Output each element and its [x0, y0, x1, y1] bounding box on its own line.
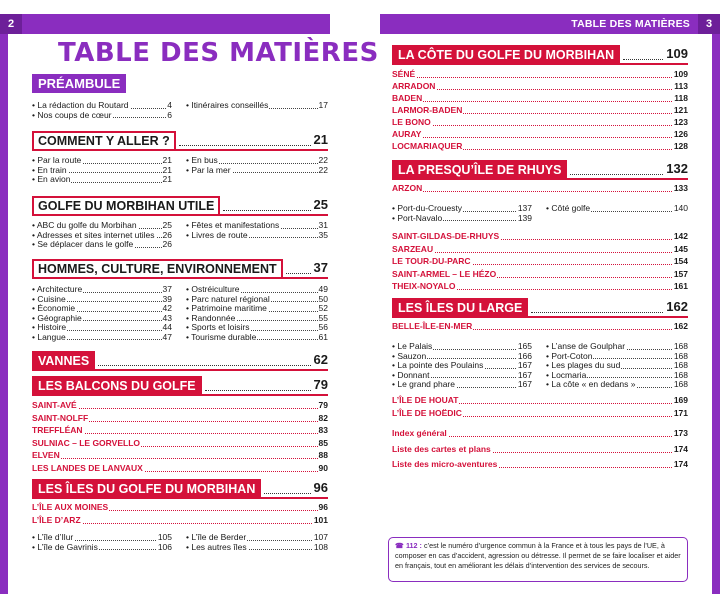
section-label: HOMMES, CULTURE, ENVIRONNEMENT — [32, 259, 283, 279]
leader-dots — [32, 458, 328, 459]
item-label: • La rédaction du Routard — [32, 101, 129, 110]
section-label: GOLFE DU MORBIHAN UTILE — [32, 196, 220, 216]
item-label: • Port-du-Crouesty — [392, 204, 463, 213]
entry-label: LES LANDES DE LANVAUX — [32, 462, 143, 473]
entry-page: 174 — [673, 459, 688, 469]
item-page: 106 — [157, 542, 172, 552]
item-label: • Fêtes et manifestations — [186, 221, 280, 230]
item-label: • L’île d’Ilur — [32, 533, 74, 542]
item-label: • L’île de Gavrinis — [32, 542, 98, 552]
entry-label: TREFFLÉAN — [32, 425, 83, 435]
item-page: 21 — [162, 156, 172, 165]
item-page: 26 — [162, 230, 172, 240]
toc-item[interactable] — [546, 380, 688, 390]
entry-page: 90 — [318, 462, 328, 473]
item-page: 31 — [318, 221, 328, 230]
item-page: 137 — [517, 204, 532, 213]
entry-label: SÉNÉ — [392, 69, 416, 79]
entry-page: 145 — [673, 243, 688, 254]
item-page: 49 — [318, 285, 328, 294]
entry-label: LE TOUR-DU-PARC — [392, 256, 471, 266]
section-label: LA PRESQU’ÎLE DE RHUYS — [392, 160, 567, 180]
place-entry[interactable] — [392, 69, 688, 81]
toc-item[interactable] — [392, 361, 532, 371]
toc-item[interactable] — [186, 314, 328, 324]
emergency-number: ☎ 112 : — [395, 541, 422, 550]
place-entry[interactable] — [392, 81, 688, 93]
section-cote[interactable] — [392, 45, 688, 65]
toc-item[interactable] — [392, 214, 532, 224]
running-head: TABLE DES MATIÈRES — [571, 18, 690, 30]
item-label: • La pointe des Poulains — [392, 361, 484, 370]
toc-item[interactable] — [32, 166, 172, 176]
item-page: 168 — [673, 342, 688, 351]
leader-dots — [223, 210, 311, 211]
place-entry[interactable] — [32, 463, 328, 475]
place-entry[interactable] — [392, 395, 688, 407]
toc-item[interactable] — [32, 221, 172, 231]
item-page: 25 — [162, 221, 172, 230]
section-page: 62 — [313, 352, 328, 367]
entry-page: 157 — [673, 268, 688, 279]
toc-item[interactable] — [392, 380, 532, 390]
iles-golfe-col2 — [186, 533, 328, 552]
section-page: 132 — [666, 161, 688, 176]
toc-item[interactable] — [32, 304, 172, 314]
index-entry[interactable] — [392, 459, 688, 471]
leader-dots — [179, 145, 311, 146]
item-page: 166 — [517, 351, 532, 361]
item-label: • ABC du golfe du Morbihan — [32, 221, 137, 230]
entry-page: 85 — [318, 437, 328, 448]
toc-item[interactable] — [186, 101, 328, 111]
entry-label: SAINT-NOLFF — [32, 412, 89, 423]
entry-page: 169 — [673, 395, 688, 405]
place-entry[interactable] — [392, 105, 688, 117]
entry-label: SAINT-AVÉ — [32, 400, 77, 410]
section-page: 25 — [313, 197, 328, 212]
place-entry[interactable] — [32, 413, 328, 425]
rhuys-col1 — [392, 204, 532, 223]
comment-col2 — [186, 156, 328, 175]
place-entry[interactable] — [392, 117, 688, 129]
place-entry[interactable] — [392, 129, 688, 141]
entry-page: 88 — [318, 450, 328, 460]
place-entry[interactable] — [32, 450, 328, 462]
item-page: 26 — [162, 240, 172, 249]
toc-item[interactable] — [392, 204, 532, 214]
leader-dots — [392, 125, 688, 126]
item-label: • Le grand phare — [392, 380, 455, 389]
entry-page: 123 — [673, 117, 688, 127]
entry-page: 142 — [673, 231, 688, 241]
item-label: • Les autres îles — [186, 542, 247, 552]
entry-page: 83 — [318, 425, 328, 435]
entry-page: 154 — [673, 256, 688, 266]
toc-item[interactable] — [186, 156, 328, 166]
leader-dots — [392, 191, 688, 192]
item-page: 43 — [162, 313, 172, 323]
entry-label: SULNIAC – LE GORVELLO — [32, 437, 140, 448]
entry-page: 133 — [673, 183, 688, 193]
item-page: 168 — [673, 361, 688, 370]
leader-dots — [531, 312, 663, 313]
item-label: • Sports et loisirs — [186, 323, 250, 332]
item-label: • Randonnée — [186, 313, 236, 323]
item-label: • Sauzon — [392, 351, 427, 361]
section-large[interactable] — [392, 298, 688, 318]
entry-label: ELVEN — [32, 450, 60, 460]
section-page: 37 — [313, 260, 328, 275]
item-page: 167 — [517, 370, 532, 380]
section-label: LES ÎLES DU GOLFE DU MORBIHAN — [32, 479, 261, 499]
item-label: • Langue — [32, 332, 66, 342]
leader-dots — [392, 252, 688, 253]
left-header-bar — [0, 14, 330, 34]
item-page: 167 — [517, 361, 532, 370]
entry-label: BADEN — [392, 93, 423, 103]
toc-item[interactable] — [32, 156, 172, 166]
toc-item[interactable] — [392, 342, 532, 352]
large-col1 — [392, 342, 532, 390]
entry-label: L’ÎLE AUX MOINES — [32, 502, 109, 512]
item-page: 165 — [517, 342, 532, 351]
entry-label: Index général — [392, 428, 447, 438]
leader-dots — [286, 273, 311, 274]
golfe-utile-col2 — [186, 221, 328, 240]
iles-golfe-col1 — [32, 533, 172, 552]
preambule-col2 — [186, 101, 328, 111]
place-entry[interactable] — [392, 281, 688, 293]
entry-label: SAINT-GILDAS-DE-RHUYS — [392, 231, 500, 241]
section-page: 79 — [313, 377, 328, 392]
section-hommes[interactable] — [32, 259, 328, 279]
toc-item[interactable] — [32, 323, 172, 333]
item-page: 21 — [162, 175, 172, 184]
entry-label: SARZEAU — [392, 243, 434, 254]
item-page: 105 — [157, 533, 172, 542]
toc-item[interactable] — [546, 342, 688, 352]
item-page: 47 — [162, 332, 172, 342]
entry-page: 113 — [674, 81, 688, 91]
arzon-entry[interactable] — [392, 183, 688, 195]
place-entry[interactable] — [32, 438, 328, 450]
item-label: • Architecture — [32, 285, 83, 294]
toc-item[interactable] — [546, 361, 688, 371]
item-label: • Par la mer — [186, 165, 231, 175]
item-label: • Port-Navalo — [392, 213, 443, 223]
entry-label: BELLE-ÎLE-EN-MER — [392, 321, 473, 331]
item-label: • Se déplacer dans le golfe — [32, 240, 134, 249]
place-entry[interactable] — [392, 141, 688, 153]
section-page: 162 — [666, 299, 688, 314]
place-entry[interactable] — [392, 231, 688, 243]
item-label: • Donnant — [392, 370, 430, 380]
entry-page: 126 — [673, 129, 688, 139]
toc-item[interactable] — [186, 166, 328, 176]
entry-page: 118 — [674, 93, 688, 103]
place-entry[interactable] — [392, 269, 688, 281]
left-page-number: 2 — [0, 14, 22, 34]
leader-dots — [623, 59, 663, 60]
entry-page: 171 — [673, 408, 688, 418]
index-entry[interactable] — [392, 428, 688, 440]
item-label: • L’anse de Goulphar — [546, 342, 626, 351]
toc-item[interactable] — [32, 175, 172, 185]
item-label: • Locmaria — [546, 370, 587, 380]
golfe-utile-col1 — [32, 221, 172, 250]
item-label: • Livres de route — [186, 230, 248, 240]
toc-item[interactable] — [546, 371, 688, 381]
entry-page: 109 — [673, 69, 688, 79]
item-label: • Par la route — [32, 156, 82, 165]
leader-dots — [392, 101, 688, 102]
toc-item[interactable] — [32, 533, 172, 543]
item-page: 56 — [318, 323, 328, 332]
leader-dots — [98, 365, 311, 366]
emergency-note — [388, 537, 688, 582]
section-label: COMMENT Y ALLER ? — [32, 131, 176, 151]
item-label: • Histoire — [32, 323, 67, 332]
toc-item[interactable] — [186, 533, 328, 543]
section-label: LES BALCONS DU GOLFE — [32, 376, 202, 396]
entry-page: 79 — [318, 400, 328, 410]
item-page: 167 — [517, 380, 532, 389]
toc-item[interactable] — [186, 333, 328, 343]
item-label: • En bus — [186, 156, 218, 165]
item-label: • Nos coups de cœur — [32, 110, 112, 120]
item-label: • La côte « en dedans » — [546, 380, 636, 389]
entry-page: 174 — [673, 443, 688, 454]
place-entry[interactable] — [392, 408, 688, 420]
right-margin-band — [712, 34, 720, 594]
toc-item[interactable] — [32, 231, 172, 241]
section-label: VANNES — [32, 351, 95, 371]
right-page-number: 3 — [698, 14, 720, 34]
item-label: • Parc naturel régional — [186, 294, 270, 304]
item-label: • Les plages du sud — [546, 361, 621, 370]
item-page: 52 — [318, 304, 328, 313]
preambule-col1 — [32, 101, 172, 120]
item-label: • Cuisine — [32, 294, 66, 304]
item-page: 50 — [318, 294, 328, 304]
place-entry[interactable] — [32, 502, 328, 514]
entry-label: AURAY — [392, 129, 422, 139]
item-page: 21 — [162, 165, 172, 175]
toc-item[interactable] — [32, 543, 172, 553]
toc-item[interactable] — [546, 352, 688, 362]
place-entry[interactable] — [392, 256, 688, 268]
hommes-col1 — [32, 285, 172, 342]
item-label: • Géographie — [32, 313, 82, 323]
large-col2 — [546, 342, 688, 390]
entry-label: Liste des cartes et plans — [392, 443, 491, 454]
item-label: • En avion — [32, 175, 71, 184]
entry-label: LARMOR-BADEN — [392, 105, 463, 115]
section-comment-y-aller[interactable] — [32, 131, 328, 151]
leader-dots — [392, 77, 688, 78]
toc-item[interactable] — [32, 285, 172, 295]
belle-ile-entry[interactable] — [392, 321, 688, 333]
item-page: 37 — [162, 285, 172, 294]
item-page: 22 — [318, 156, 328, 165]
item-page: 139 — [517, 213, 532, 223]
section-label: LA CÔTE DU GOLFE DU MORBIHAN — [392, 45, 620, 65]
toc-item[interactable] — [186, 323, 328, 333]
comment-col1 — [32, 156, 172, 185]
item-page: 4 — [167, 101, 172, 110]
item-page: 140 — [673, 204, 688, 213]
preambule-heading[interactable]: PRÉAMBULE — [32, 74, 126, 93]
entry-label: LOCMARIAQUER — [392, 141, 463, 151]
item-label: • Adresses et sites internet utiles — [32, 230, 155, 240]
entry-label: L’ÎLE DE HOËDIC — [392, 408, 462, 418]
entry-page: 128 — [673, 141, 688, 151]
toc-item[interactable] — [186, 295, 328, 305]
section-label: LES ÎLES DU LARGE — [392, 298, 528, 318]
right-header-bar — [380, 14, 720, 34]
item-label: • Tourisme durable — [186, 332, 257, 342]
entry-label: THEIX-NOYALO — [392, 281, 456, 291]
leader-dots — [205, 390, 311, 391]
section-vannes[interactable] — [32, 351, 328, 371]
item-page: 6 — [167, 110, 172, 120]
place-entry[interactable] — [392, 244, 688, 256]
entry-label: Liste des micro-aventures — [392, 459, 498, 469]
entry-page: 82 — [318, 412, 328, 423]
toc-item[interactable] — [186, 285, 328, 295]
toc-item[interactable] — [392, 371, 532, 381]
toc-item[interactable] — [32, 111, 172, 121]
section-iles-golfe[interactable] — [32, 479, 328, 499]
item-page: 55 — [318, 313, 328, 323]
entry-page: 101 — [313, 515, 328, 525]
hommes-col2 — [186, 285, 328, 342]
item-label: • Ostréiculture — [186, 285, 240, 294]
section-page: 96 — [313, 480, 328, 495]
emergency-text: c’est le numéro d’urgence commun à la France et à tous les pays de l’UE, à composer en cas d’accident, agression ou détresse. Il permet de se faire localiser et aider en français, tout en améliorant les délais d’intervention des services de secours. — [395, 541, 681, 570]
page-title: TABLE DES MATIÈRES — [58, 38, 379, 68]
item-label: • Le Palais — [392, 342, 433, 351]
toc-item[interactable] — [186, 221, 328, 231]
item-page: 39 — [162, 294, 172, 304]
toc-item[interactable] — [392, 352, 532, 362]
item-page: 42 — [162, 304, 172, 313]
place-entry[interactable] — [32, 515, 328, 527]
entry-page: 161 — [673, 281, 688, 291]
item-page: 108 — [313, 542, 328, 552]
entry-label: LE BONO — [392, 117, 431, 127]
toc-item[interactable] — [32, 333, 172, 343]
item-page: 22 — [318, 165, 328, 175]
item-page: 168 — [673, 380, 688, 389]
leader-dots — [392, 137, 688, 138]
entry-label: SAINT-ARMEL – LE HÉZO — [392, 268, 497, 279]
section-page: 21 — [313, 132, 328, 147]
entry-page: 121 — [673, 105, 688, 115]
rhuys-col2 — [546, 204, 688, 214]
section-balcons[interactable] — [32, 376, 328, 396]
toc-item[interactable] — [32, 295, 172, 305]
index-entry[interactable] — [392, 444, 688, 456]
item-label: • Port-Coton — [546, 351, 593, 361]
toc-item[interactable] — [32, 101, 172, 111]
toc-item[interactable] — [32, 314, 172, 324]
section-rhuys[interactable] — [392, 160, 688, 180]
toc-item[interactable] — [32, 240, 172, 250]
leader-dots — [264, 493, 311, 494]
leader-dots — [570, 174, 663, 175]
item-page: 17 — [318, 101, 328, 110]
item-page: 61 — [318, 332, 328, 342]
item-label: • Côté golfe — [546, 204, 591, 213]
item-label: • Patrimoine maritime — [186, 304, 267, 313]
item-label: • Itinéraires conseillés — [186, 101, 269, 110]
item-page: 35 — [318, 230, 328, 240]
item-page: 44 — [162, 323, 172, 332]
section-page: 109 — [666, 46, 688, 61]
entry-label: L’ÎLE DE HOUAT — [392, 395, 459, 405]
item-label: • Économie — [32, 304, 76, 313]
toc-item[interactable] — [186, 543, 328, 553]
place-entry[interactable] — [392, 93, 688, 105]
entry-label: L’ÎLE D’ARZ — [32, 515, 81, 525]
item-label: • En train — [32, 165, 67, 175]
left-margin-band — [0, 34, 8, 594]
entry-page: 173 — [673, 428, 688, 438]
item-page: 107 — [313, 533, 328, 542]
entry-page: 96 — [318, 502, 328, 512]
item-page: 168 — [673, 351, 688, 361]
toc-item[interactable] — [546, 204, 688, 214]
section-golfe-utile[interactable] — [32, 196, 328, 216]
entry-label: ARZON — [392, 183, 423, 193]
toc-item[interactable] — [186, 304, 328, 314]
place-entry[interactable] — [32, 400, 328, 412]
toc-item[interactable] — [186, 231, 328, 241]
entry-page: 162 — [673, 321, 688, 331]
item-page: 168 — [673, 370, 688, 380]
item-label: • L’île de Berder — [186, 533, 247, 542]
entry-label: ARRADON — [392, 81, 436, 91]
place-entry[interactable] — [32, 425, 328, 437]
